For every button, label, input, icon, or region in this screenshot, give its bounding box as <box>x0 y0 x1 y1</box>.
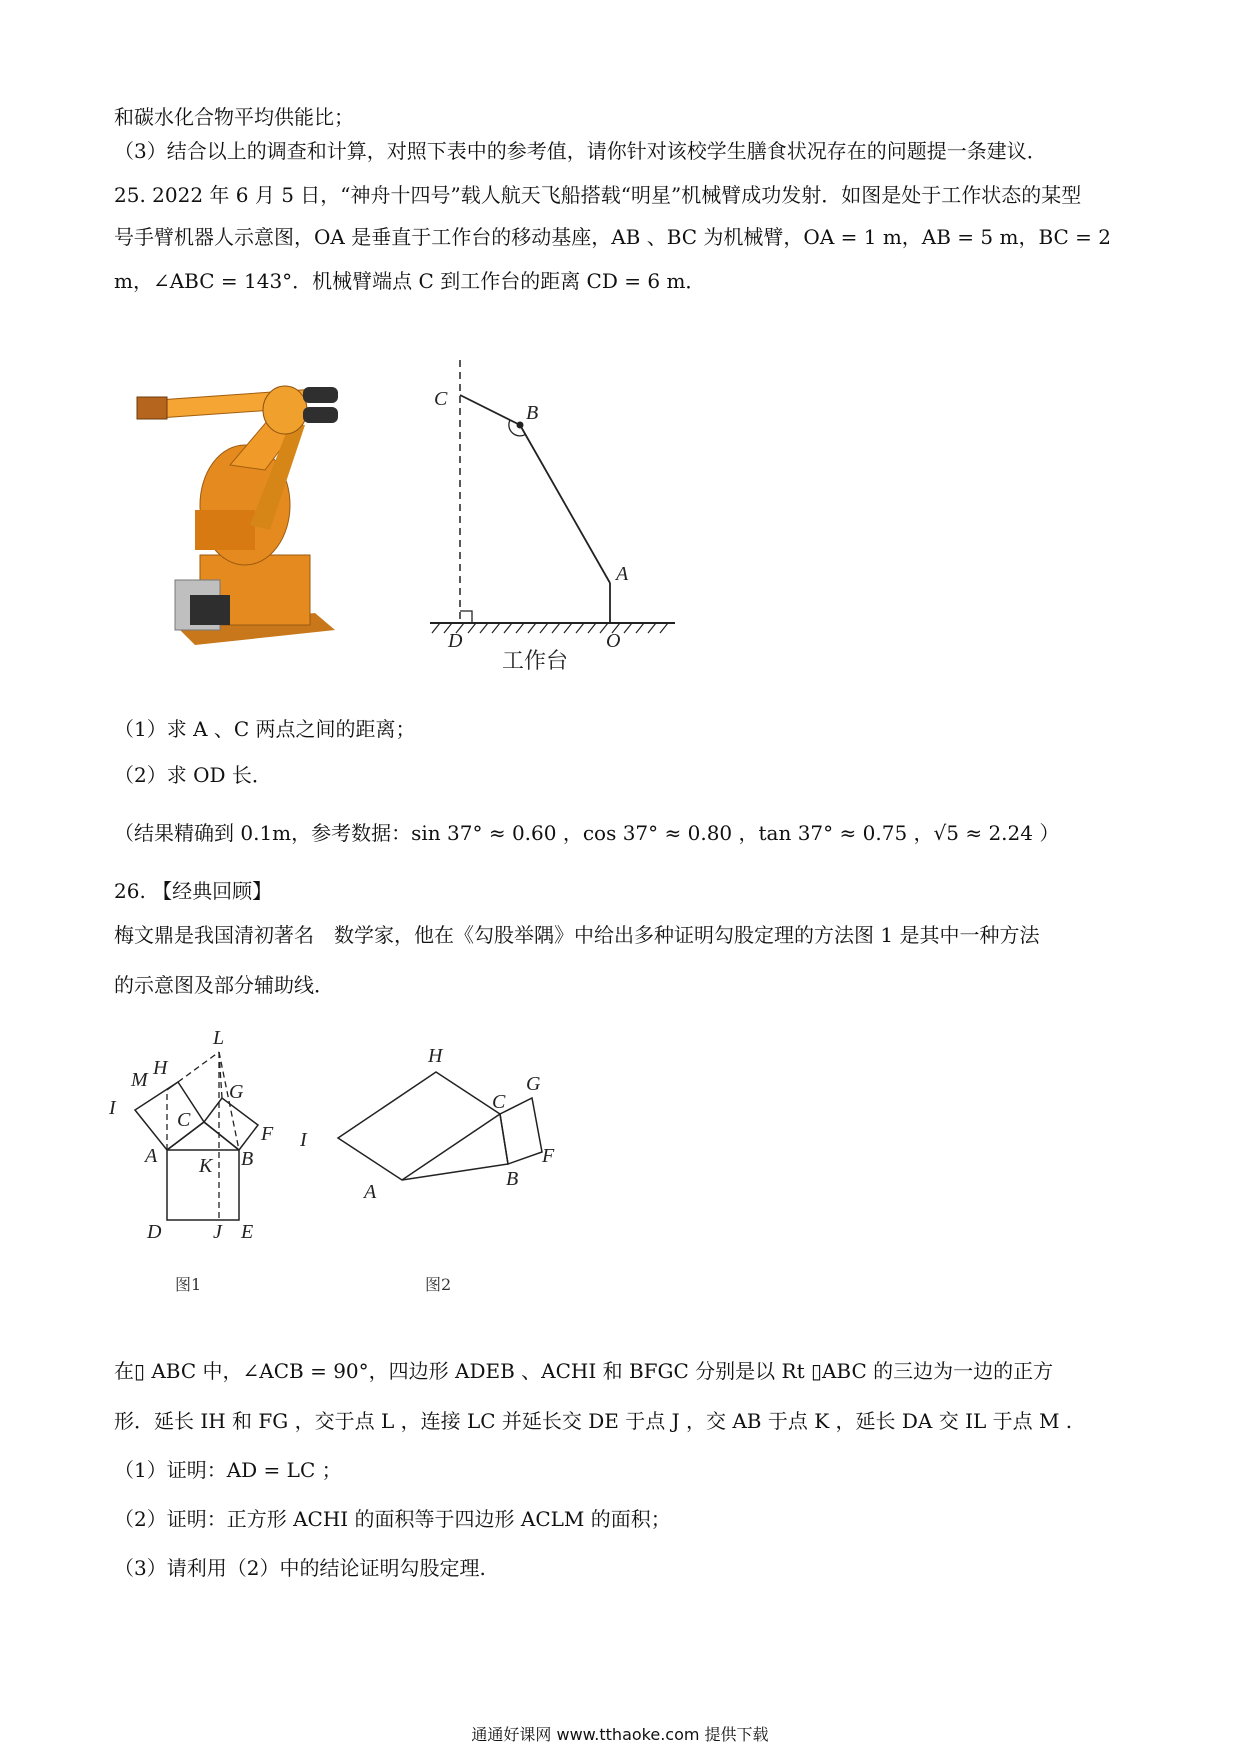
question-26-part2: （2）证明：正方形 ACHI 的面积等于四边形 ACLM 的面积； <box>114 1507 671 1531</box>
question-25-line1: 25. 2022 年 6 月 5 日，“神舟十四号”载人航天飞船搭载“明星”机械臂成功发射．如图是处于工作状态的某型 <box>114 183 1082 207</box>
point-label-A: A <box>145 1145 158 1167</box>
point-label-L: L <box>213 1027 225 1049</box>
point-label-F: F <box>261 1123 274 1145</box>
question-25-note: （结果精确到 0.1m，参考数据：sin 37° ≈ 0.60 ，cos 37° ≈ 0.80 ，tan 37° ≈ 0.75 ，√5 ≈ 2.24 ） <box>114 821 1060 845</box>
figure-1 <box>109 1010 295 1243</box>
text-line: （3）结合以上的调查和计算，对照下表中的参考值，请你针对该校学生膳食状况存在的问题提一条建议． <box>114 139 1047 163</box>
point-label-B: B <box>241 1148 254 1170</box>
point-label-O: O <box>606 630 621 652</box>
point-label-G: G <box>229 1081 244 1103</box>
point-label-K: K <box>199 1155 213 1177</box>
figure-1-caption: 图1 <box>175 1275 202 1294</box>
robot-arm-diagram <box>420 355 680 675</box>
point-label-C: C <box>177 1109 191 1131</box>
question-26-part1: （1）证明：AD = LC ； <box>114 1458 342 1482</box>
point-label-D: D <box>147 1221 162 1243</box>
question-25-part1: （1）求 A 、C 两点之间的距离； <box>114 717 416 741</box>
point-label-D: D <box>448 630 463 652</box>
point-label-H: H <box>153 1057 168 1079</box>
point-label-C: C <box>492 1091 506 1113</box>
point-label-F: F <box>542 1145 555 1167</box>
question-26-line1: 梅文鼎是我国清初著名 数学家，他在《勾股举隅》中给出多种证明勾股定理的方法图 1 是其中一种方法 <box>114 923 1040 947</box>
robot-arm-photo <box>135 385 350 655</box>
question-26-line2: 的示意图及部分辅助线． <box>114 973 334 997</box>
question-26-line3: 在▯ ABC 中，∠ACB = 90°，四边形 ADEB 、ACHI 和 BFGC 分别是以 Rt ▯ABC 的三边为一边的正方 <box>114 1359 1054 1383</box>
diagram-caption: 工作台 <box>502 649 569 674</box>
question-25-line3: m，∠ABC = 143°．机械臂端点 C 到工作台的距离 CD = 6 m． <box>114 269 706 293</box>
question-26-line4: 形．延长 IH 和 FG ，交于点 L ，连接 LC 并延长交 DE 于点 J ，交 AB 于点 K ，延长 DA 交 IL 于点 M . <box>114 1409 1073 1433</box>
question-25-line2: 号手臂机器人示意图，OA 是垂直于工作台的移动基座，AB 、BC 为机械臂，OA = 1 m，AB = 5 m，BC = 2 <box>114 225 1112 249</box>
point-label-B: B <box>506 1168 519 1190</box>
point-label-E: E <box>241 1221 254 1243</box>
point-label-A: A <box>616 563 629 585</box>
point-label-I: I <box>300 1129 307 1151</box>
page-footer: 通通好课网 www.tthaoke.com 提供下载 <box>471 1725 769 1744</box>
question-26-part3: （3）请利用（2）中的结论证明勾股定理. <box>114 1556 486 1580</box>
point-label-G: G <box>526 1073 541 1095</box>
figure-2 <box>290 1040 580 1220</box>
figure-2-caption: 图2 <box>425 1275 452 1294</box>
point-label-B: B <box>526 402 539 424</box>
point-label-J: J <box>213 1221 222 1243</box>
point-label-I: I <box>109 1097 116 1119</box>
point-label-A: A <box>364 1181 377 1203</box>
question-26-heading: 26. 【经典回顾】 <box>114 879 273 903</box>
point-label-C: C <box>434 388 448 410</box>
text-line: 和碳水化合物平均供能比； <box>114 105 354 129</box>
question-25-part2: （2）求 OD 长． <box>114 763 272 787</box>
point-label-H: H <box>428 1045 443 1067</box>
point-label-M: M <box>131 1069 148 1091</box>
